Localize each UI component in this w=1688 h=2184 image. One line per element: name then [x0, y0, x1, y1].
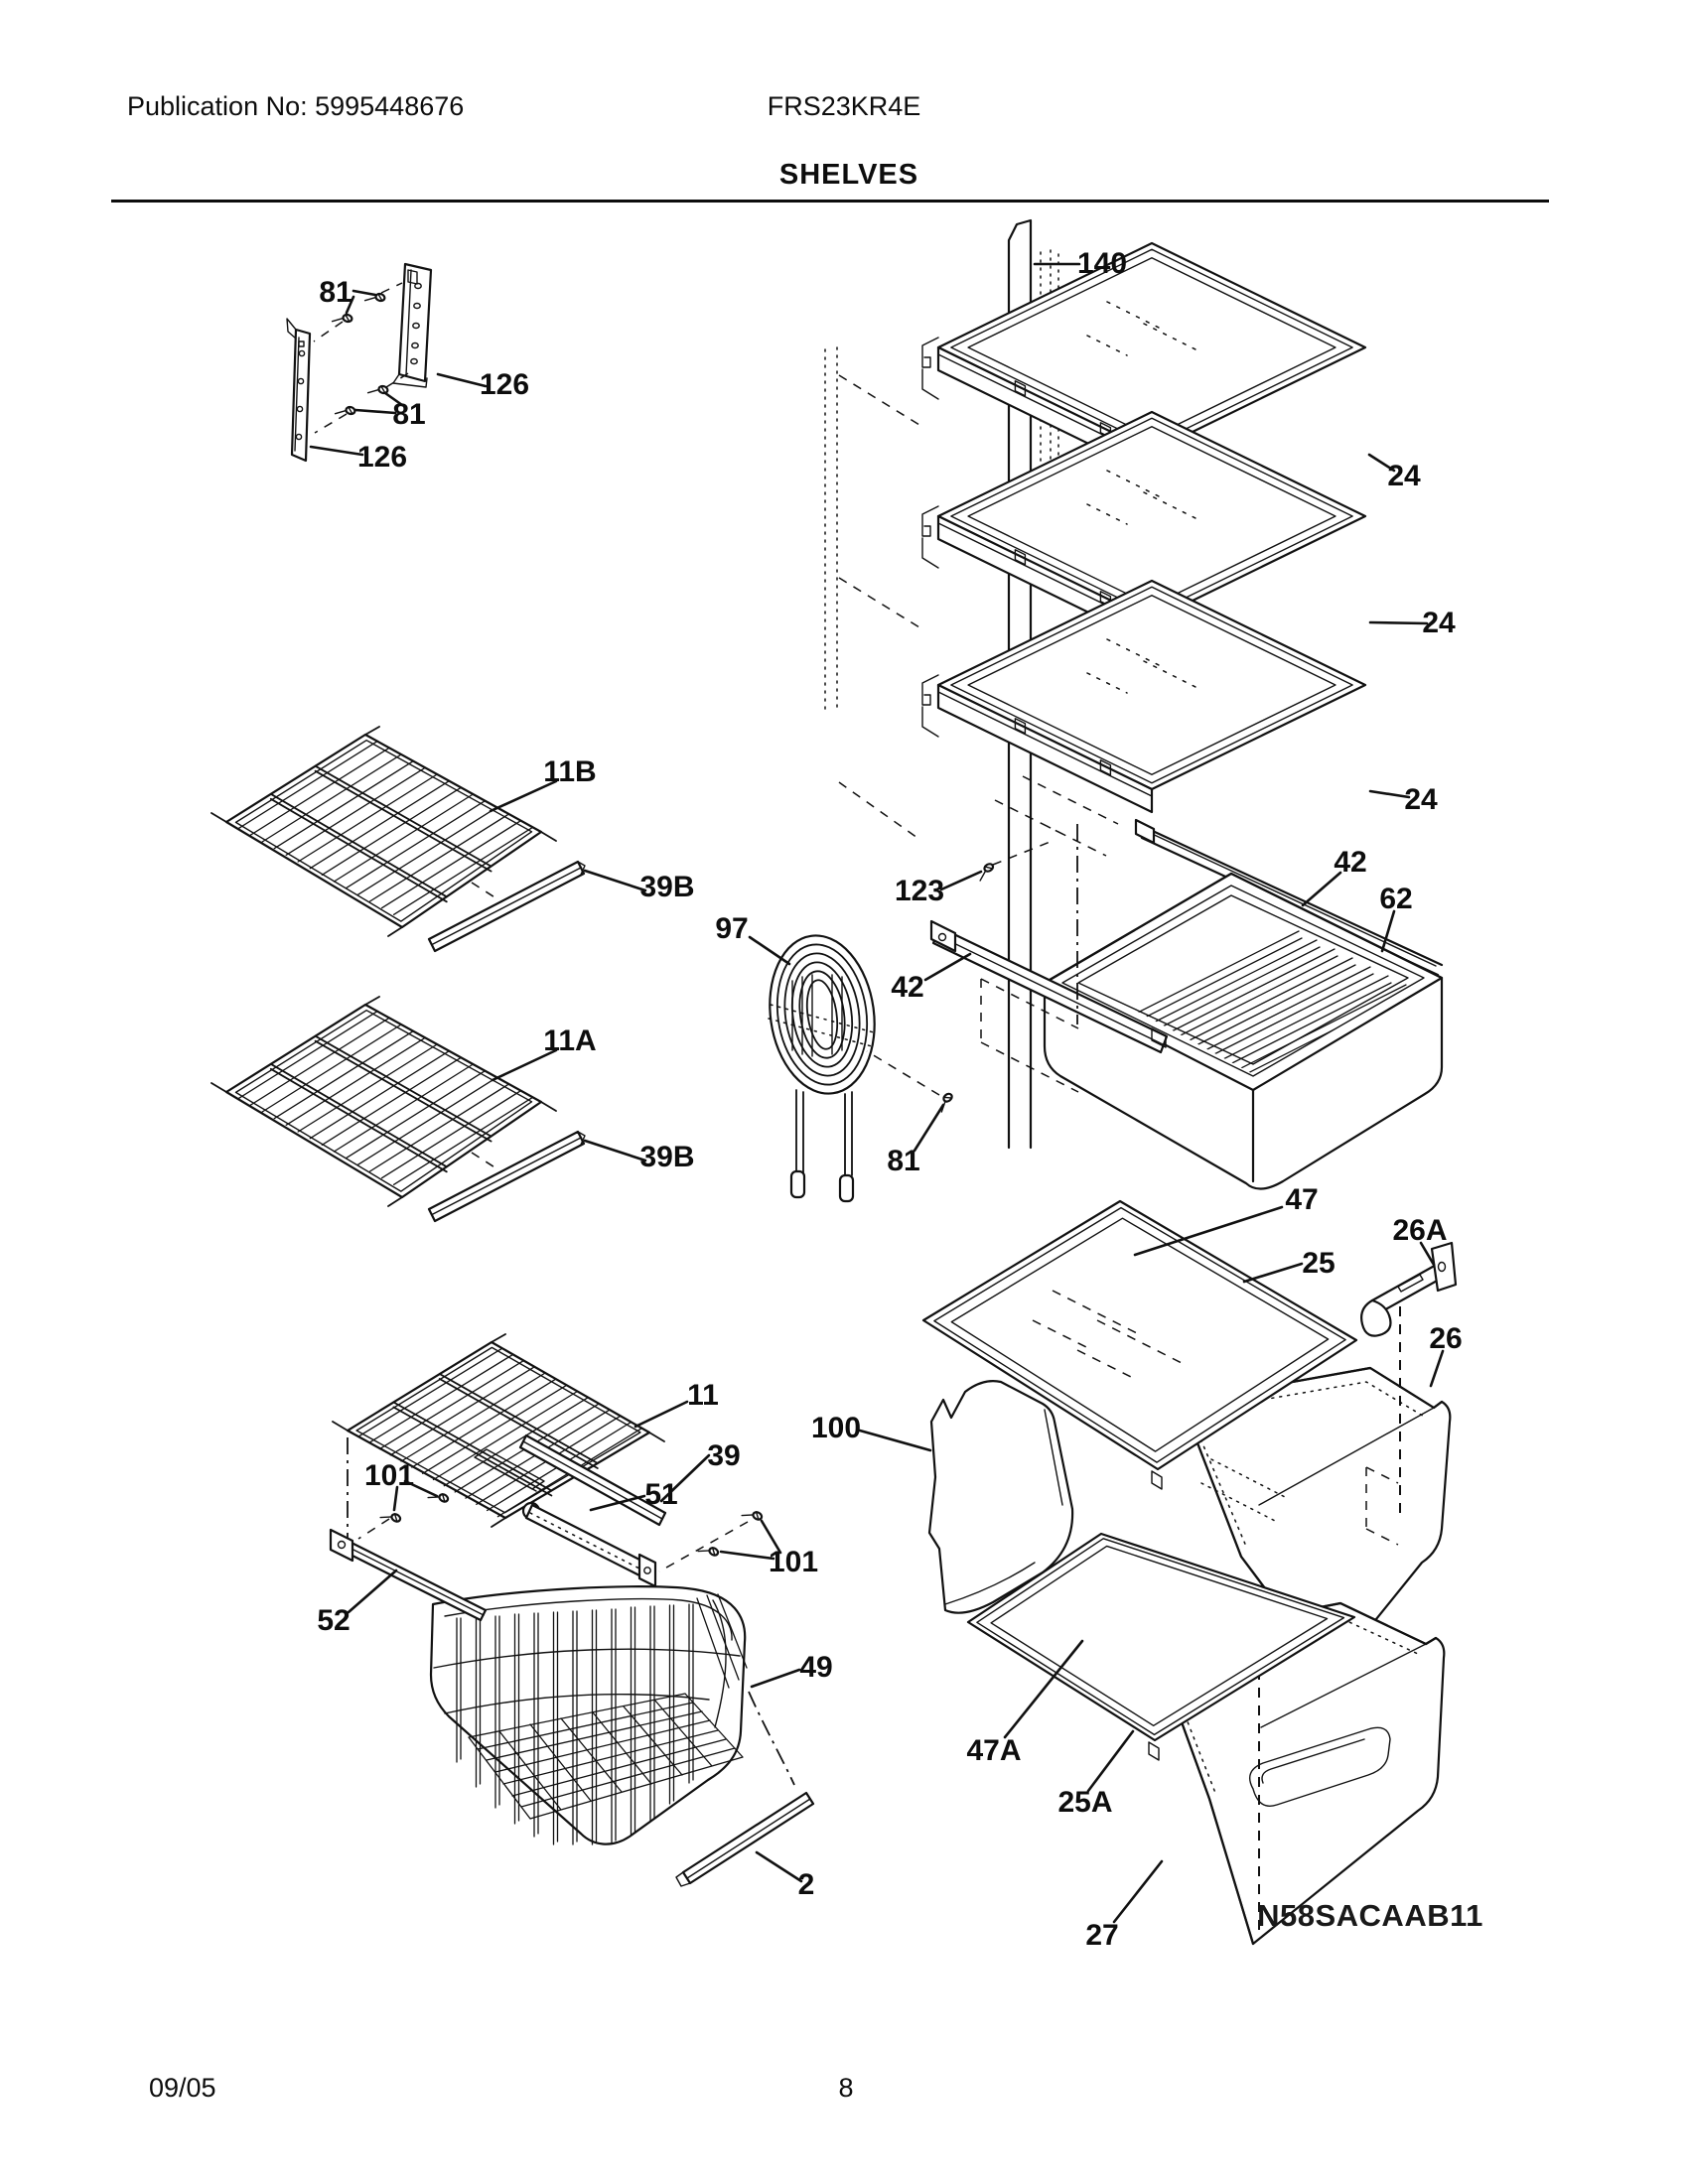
callout-39B: 39B — [639, 1141, 695, 1173]
callout-27: 27 — [1085, 1919, 1119, 1952]
callout-24: 24 — [1387, 460, 1421, 492]
callout-62: 62 — [1379, 883, 1413, 915]
trim-39B-lower — [429, 1132, 585, 1221]
screw-81-101-glyph — [742, 1506, 763, 1524]
callout-81: 81 — [319, 276, 352, 309]
callout-42: 42 — [891, 971, 924, 1004]
callout-123: 123 — [894, 875, 945, 907]
mounting-rails-126 — [287, 264, 431, 461]
publication-number: Publication No: 5995448676 — [127, 91, 465, 121]
callout-49: 49 — [799, 1651, 833, 1684]
callout-47: 47 — [1285, 1183, 1319, 1216]
footer-page-number: 8 — [838, 2073, 854, 2103]
callout-51: 51 — [644, 1478, 678, 1511]
callout-81: 81 — [887, 1145, 920, 1177]
callout-126: 126 — [356, 441, 408, 474]
callout-24: 24 — [1404, 783, 1438, 816]
trim-39B-upper — [429, 862, 585, 951]
callout-140: 140 — [1076, 247, 1128, 280]
screw-81-101-glyph — [333, 312, 353, 327]
coil-97 — [760, 929, 884, 1201]
callout-24: 24 — [1422, 607, 1456, 639]
wire-basket-49 — [431, 1586, 794, 1844]
callout-26: 26 — [1429, 1322, 1463, 1355]
callout-11B: 11B — [543, 755, 597, 788]
callout-97: 97 — [715, 912, 749, 945]
footer-date: 09/05 — [149, 2073, 216, 2103]
callout-101: 101 — [768, 1546, 819, 1578]
screw-81-101-glyph — [368, 383, 389, 398]
callout-101: 101 — [363, 1459, 415, 1492]
callout-100: 100 — [810, 1412, 862, 1444]
model-number: FRS23KR4E — [767, 91, 921, 121]
page-title: SHELVES — [778, 159, 919, 191]
diagram-id: N58SACAAB11 — [1257, 1898, 1483, 1933]
callout-2: 2 — [797, 1868, 815, 1901]
callout-42: 42 — [1334, 846, 1367, 879]
callout-11A: 11A — [543, 1024, 597, 1057]
glass-shelves-24 — [922, 243, 1365, 856]
callout-39: 39 — [707, 1439, 741, 1472]
screw-81-101-glyph — [336, 404, 356, 419]
callout-11: 11 — [687, 1379, 719, 1412]
callout-25: 25 — [1302, 1247, 1336, 1280]
screw-81-101-glyph — [935, 1092, 956, 1112]
screws — [333, 291, 997, 1561]
screw-81-101-glyph — [698, 1542, 719, 1560]
callout-26A: 26A — [1392, 1214, 1448, 1247]
liner-reference-lines — [825, 347, 919, 838]
crisper-drawer-62 — [1045, 874, 1442, 1189]
callout-47A: 47A — [966, 1734, 1022, 1767]
callout-39B: 39B — [639, 871, 695, 903]
screw-81-101-glyph — [428, 1488, 449, 1506]
callout-126: 126 — [479, 368, 530, 401]
callout-52: 52 — [317, 1604, 351, 1637]
callout-81: 81 — [392, 398, 426, 431]
callout-25A: 25A — [1057, 1786, 1113, 1819]
